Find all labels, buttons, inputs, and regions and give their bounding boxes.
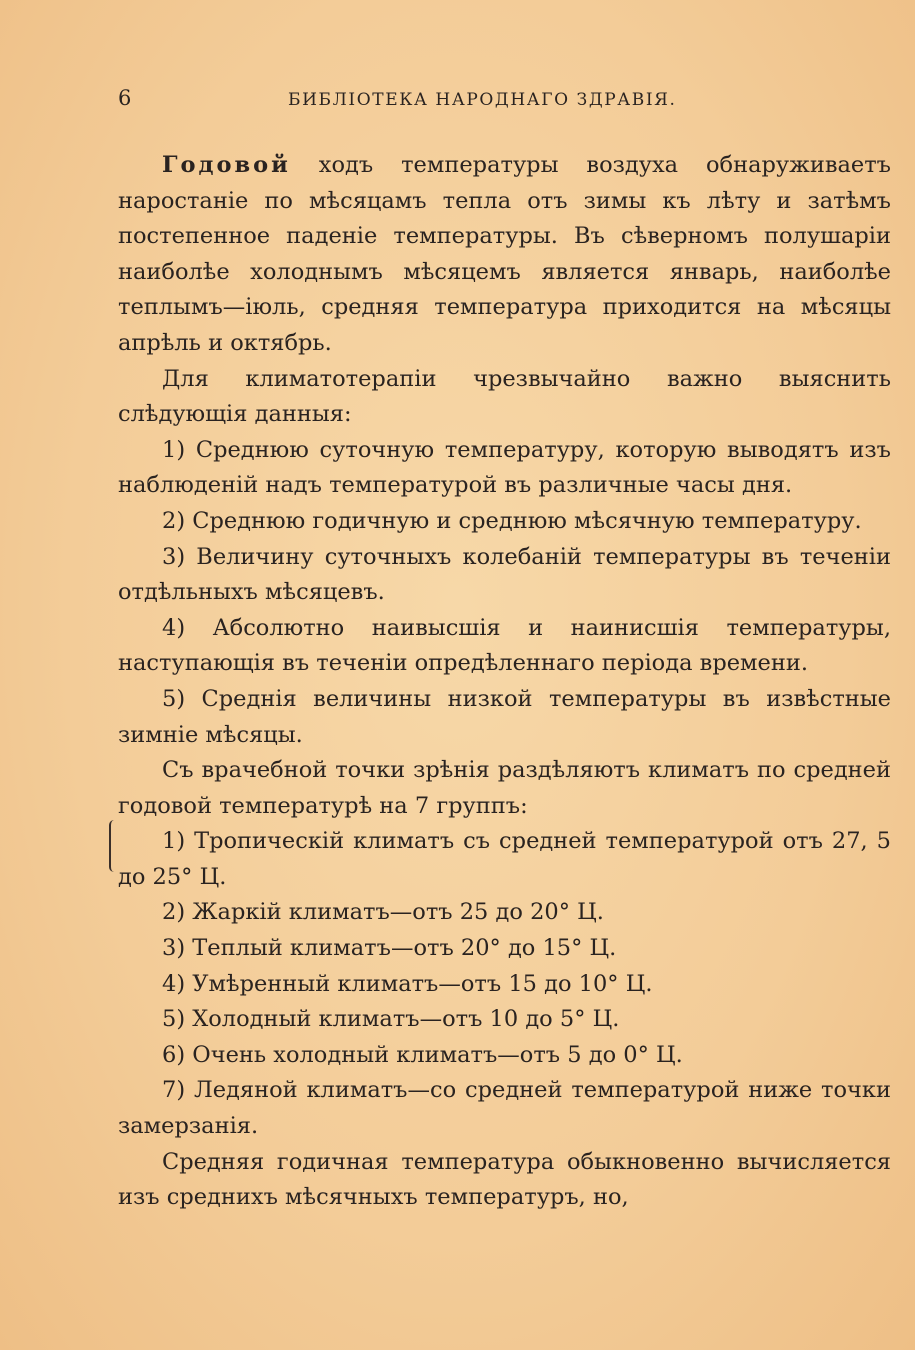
body-text <box>118 148 891 1216</box>
paragraph <box>118 148 891 362</box>
paragraph: Средняя годичная температура обыкновенно вычисляется изъ среднихъ мѣсячныхъ температуръ, но, <box>118 1148 891 1211</box>
list-item: 6) Очень холодный климатъ—отъ 5 до 0° Ц. <box>162 1041 683 1068</box>
paragraph-text: ходъ температуры воздуха обнаруживаетъ наростаніе по мѣсяцамъ тепла отъ зимы къ лѣту и затѣмъ постепенное паденіе температуры. Въ сѣверномъ полушаріи наиболѣе холоднымъ мѣсяцемъ является январь, наиболѣе теплымъ—іюль, средняя температура приходится на мѣсяцы апрѣль и октябрь. <box>118 152 891 356</box>
page-number: 6 <box>118 86 132 110</box>
list-item: 2) Среднюю годичную и среднюю мѣсячную температуру. <box>162 507 862 534</box>
paragraph: Для климатотерапіи чрезвычайно важно выяснить слѣдующія данныя: <box>118 365 891 428</box>
emphasized-word: Годовой <box>162 152 291 178</box>
list-item: 3) Величину суточныхъ колебаній температуры въ теченіи отдѣльныхъ мѣсяцевъ. <box>118 543 891 606</box>
page-header <box>118 86 888 122</box>
list-item: 1) Среднюю суточную температуру, которую выводятъ изъ наблюденій надъ температурой въ различные часы дня. <box>118 436 891 499</box>
list-item: 5) Среднія величины низкой температуры въ извѣстные зимніе мѣсяцы. <box>118 685 891 748</box>
list-item: 2) Жаркій климатъ—отъ 25 до 20° Ц. <box>162 899 604 926</box>
list-item: 4) Абсолютно наивысшія и наинисшія температуры, наступающія въ теченіи опредѣленнаго періода времени. <box>118 614 891 677</box>
list-item: 7) Ледяной климатъ—со средней температурой ниже точки замерзанія. <box>118 1077 891 1140</box>
list-item: 4) Умѣренный климатъ—отъ 15 до 10° Ц. <box>162 970 653 997</box>
list-item: 5) Холодный климатъ—отъ 10 до 5° Ц. <box>162 1006 620 1033</box>
paragraph: Съ врачебной точки зрѣнія раздѣляютъ климатъ по средней годовой температурѣ на 7 группъ: <box>118 757 891 819</box>
list-item: 3) Теплый климатъ—отъ 20° до 15° Ц. <box>162 935 617 962</box>
running-title: БИБЛІОТЕКА НАРОДНАГО ЗДРАВІЯ. <box>288 90 677 110</box>
list-item: 1) Тропическій климатъ съ средней температурой отъ 27, 5 до 25° Ц. <box>118 828 891 890</box>
